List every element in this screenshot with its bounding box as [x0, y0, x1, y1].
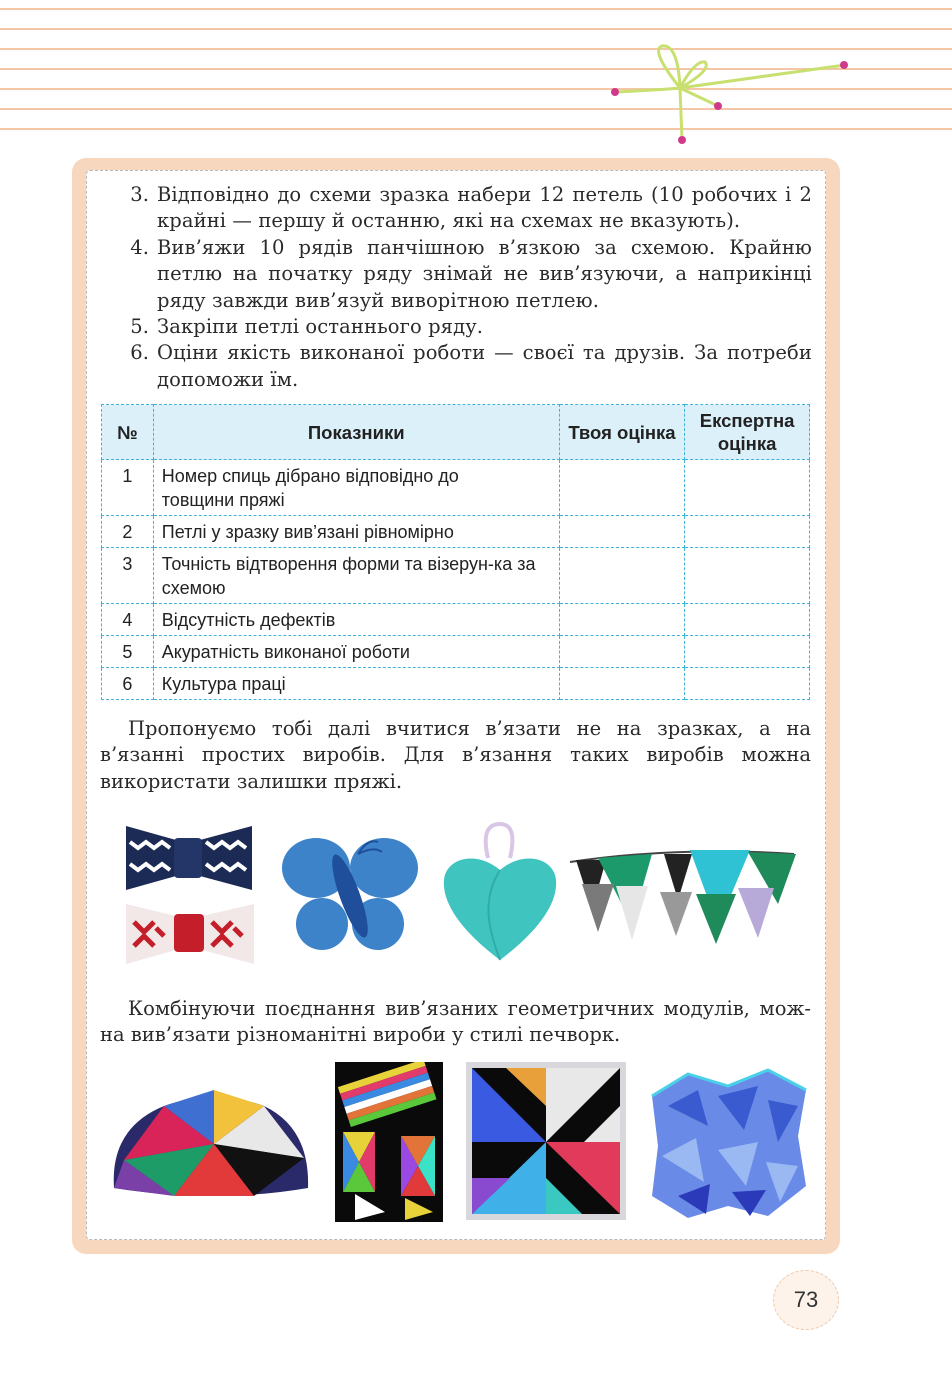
- step-text: Відповідно до схеми зразка набери 12 петель (10 робочих і 2 крайні — першу й останню, які на схемах не вказують).: [157, 183, 812, 233]
- knitted-heart-image: [440, 822, 560, 964]
- table-row: [102, 548, 810, 604]
- step-item: [100, 235, 812, 314]
- table-row: [102, 516, 810, 548]
- decorative-top-lines: [0, 0, 952, 150]
- patchwork-pillow-image: [466, 1062, 626, 1220]
- step-number: 5.: [130, 315, 149, 339]
- step-number: 3.: [130, 183, 149, 206]
- step-number: 6.: [130, 341, 149, 365]
- row-criterion: Відсутність дефектів: [153, 604, 559, 636]
- step-text: Вив’яжи 10 рядів панчішною в’язкою за схемою. Крайню петлю на початку ряду знімай не вив’язуючи, а наприкінці ряду завжди вив’язуй виворітною петлею.: [157, 235, 812, 312]
- expert-score-cell[interactable]: [685, 548, 810, 604]
- patchwork-scarf-image: [335, 1062, 443, 1222]
- row-criterion: Петлі у зразку вив’язані рівномірно: [153, 516, 559, 548]
- rating-table: [101, 404, 810, 700]
- knitted-bunting-image: [568, 840, 796, 956]
- step-item: [100, 182, 812, 235]
- own-score-cell[interactable]: [559, 636, 684, 668]
- step-text: Закріпи петлі останнього ряду.: [157, 315, 484, 339]
- patchwork-paragraph: [100, 996, 811, 1049]
- intro-paragraph: [100, 716, 811, 795]
- step-number: 4.: [130, 235, 149, 259]
- criterion-text: Номер спиць дібрано відповідно до товщини пряжі: [161, 466, 459, 510]
- header-own-score: Твоя оцінка: [559, 405, 684, 460]
- step-item: [100, 314, 812, 340]
- intro-paragraph-text: Пропонуємо тобі далі вчитися в’язати не на зразках, а на в’язанні простих виробів. Для в’язання таких виробів можна використати залишки пряжі.: [100, 717, 811, 793]
- table-header-row: [102, 405, 810, 460]
- instruction-steps: [100, 182, 812, 393]
- own-score-cell[interactable]: [559, 460, 684, 516]
- table-row: [102, 668, 810, 700]
- expert-score-cell[interactable]: [685, 460, 810, 516]
- ribbon-bow-icon: [600, 40, 860, 150]
- own-score-cell[interactable]: [559, 548, 684, 604]
- row-criterion: Акуратність виконаної роботи: [153, 636, 559, 668]
- expert-score-cell[interactable]: [685, 516, 810, 548]
- row-number: 5: [102, 636, 154, 668]
- header-number: №: [102, 405, 154, 460]
- knitted-bow-ties-image: [120, 818, 260, 968]
- criterion-text: Точність відтворення форми та візерун-ка за схемою: [161, 554, 536, 598]
- row-number: 2: [102, 516, 154, 548]
- row-criterion: [153, 460, 559, 516]
- table-row: [102, 604, 810, 636]
- row-number: 6: [102, 668, 154, 700]
- table-row: [102, 636, 810, 668]
- step-item: [100, 340, 812, 393]
- own-score-cell[interactable]: [559, 516, 684, 548]
- expert-score-cell[interactable]: [685, 636, 810, 668]
- patchwork-pouf-image: [104, 1088, 314, 1206]
- row-number: 4: [102, 604, 154, 636]
- row-criterion: Культура праці: [153, 668, 559, 700]
- header-expert-score: Експертна оцінка: [685, 405, 810, 460]
- row-criterion: [153, 548, 559, 604]
- knitted-butterfly-image: [278, 828, 424, 958]
- row-number: 1: [102, 460, 154, 516]
- header-criteria: Показники: [153, 405, 559, 460]
- expert-score-cell[interactable]: [685, 604, 810, 636]
- page-number: 73: [773, 1270, 839, 1330]
- step-text: Оціни якість виконаної роботи — своєї та друзів. За потреби допоможи їм.: [157, 341, 812, 391]
- own-score-cell[interactable]: [559, 604, 684, 636]
- table-row: [102, 460, 810, 516]
- patchwork-paragraph-text: Комбінуючи поєднання вив’язаних геометричних модулів, мож-на вив’язати різноманітні вироби у стилі печворк.: [100, 997, 811, 1047]
- row-number: 3: [102, 548, 154, 604]
- expert-score-cell[interactable]: [685, 668, 810, 700]
- patchwork-blanket-image: [648, 1066, 808, 1220]
- own-score-cell[interactable]: [559, 668, 684, 700]
